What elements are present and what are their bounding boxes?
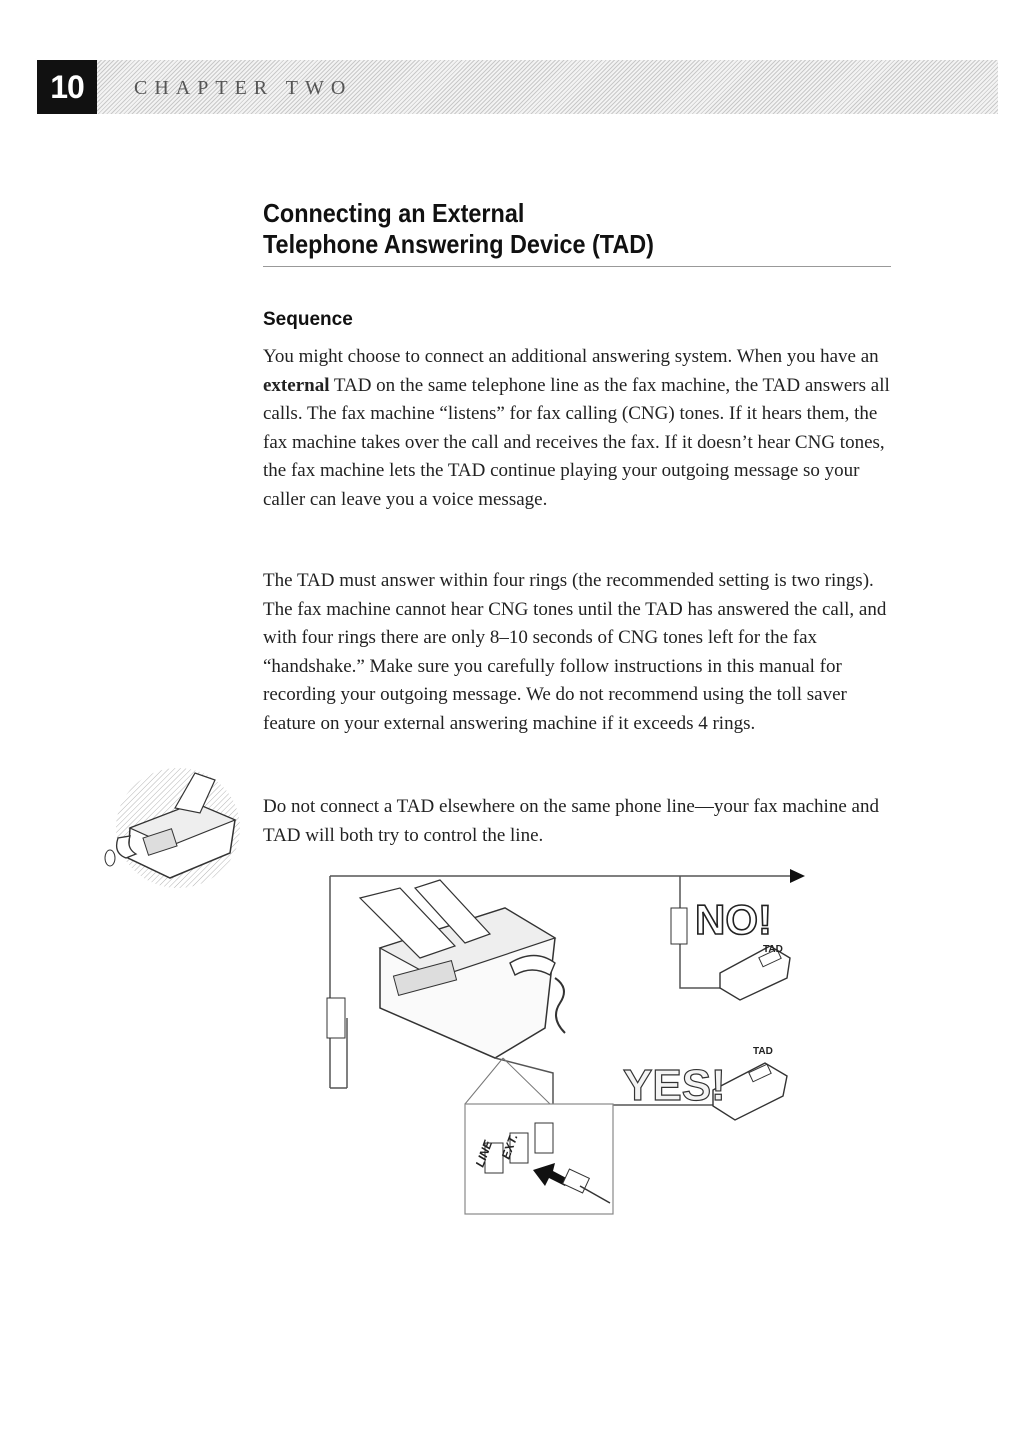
- fax-machine-icon: [360, 880, 565, 1058]
- handset-jack-icon: [535, 1123, 553, 1153]
- jack-label-line: LINE: [472, 1138, 496, 1170]
- fax-machine-margin-icon: [100, 758, 250, 893]
- tad-label-bottom: TAD: [753, 1046, 773, 1057]
- paragraph-rings: The TAD must answer within four rings (the recommended setting is two rings). The fax machine cannot hear CNG tones until the TAD has answered the call, and with four rings there are only 8–10 seconds of CNG tones left for the fax “handshake.” Make sure you carefully follow instructions in this manual for recording your outgoing message. We do not recommend using the toll saver feature on your external answering machine if it exceeds 4 rings.: [263, 570, 887, 734]
- para1-text-start: You might choose to connect an additional answering system. When you have an: [263, 346, 879, 367]
- yes-label: YES!: [623, 1061, 726, 1110]
- jack-label-ext: EXT.: [498, 1132, 521, 1162]
- para1-emphasis: external: [263, 374, 330, 396]
- wall-jack-right-icon: [671, 908, 687, 944]
- tad-connection-diagram: [325, 868, 815, 1218]
- title-divider: [263, 266, 891, 267]
- paragraph-sequence: [263, 343, 903, 514]
- paragraph-warning: Do not connect a TAD elsewhere on the same phone line—your fax machine and TAD will both try to control the line.: [263, 796, 879, 846]
- para1-text-end: TAD on the same telephone line as the fax machine, the TAD answers all calls. The fax machine “listens” for fax calling (CNG) tones. If it hears them, the fax machine takes over the call and receives the fax. If it doesn’t hear CNG tones, the fax machine lets the TAD continue playing your outgoing message so your caller can leave you a voice message.: [263, 374, 890, 510]
- title-line-2: Telephone Answering Device (TAD): [263, 229, 654, 259]
- wall-jack-left-icon: [327, 998, 345, 1038]
- section-heading: Sequence: [263, 309, 353, 330]
- arrow-right-icon: [790, 869, 805, 883]
- no-label: NO!: [695, 896, 772, 943]
- tad-label-top: TAD: [763, 944, 783, 955]
- title-line-1: Connecting an External: [263, 198, 525, 228]
- chapter-label: CHAPTER TWO: [134, 77, 353, 99]
- page-title: [263, 198, 828, 260]
- page-number: 10: [37, 60, 97, 114]
